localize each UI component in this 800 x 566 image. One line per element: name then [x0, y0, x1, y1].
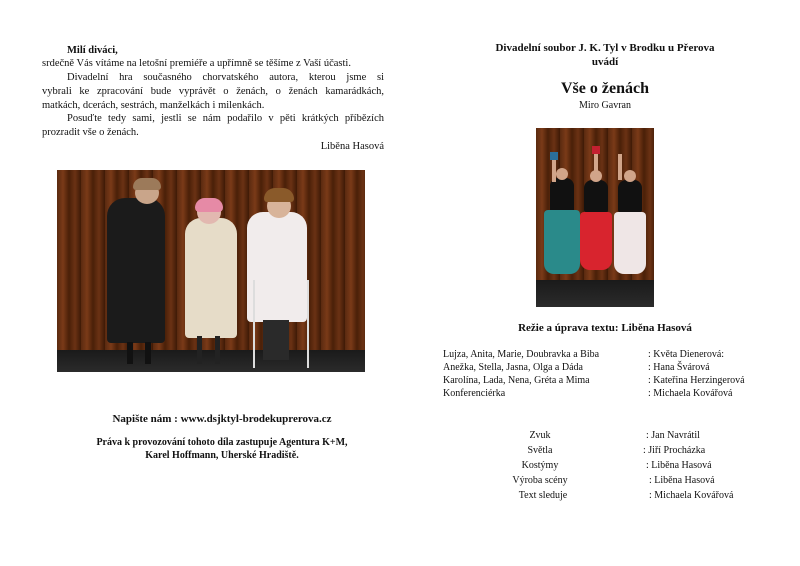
author: Miro Gavran	[579, 100, 631, 111]
signature: Liběna Hasová	[320, 141, 384, 152]
presents: uvádí	[591, 56, 619, 68]
cast-row	[443, 387, 783, 400]
cast-row	[443, 348, 783, 361]
crew-person: : Jan Navrátil	[646, 430, 700, 441]
cast-role: Konferenciérka	[443, 388, 506, 399]
crew-person: : Liběna Hasová	[649, 475, 715, 486]
rights-line-2: Karel Hoffmann, Uherské Hradiště.	[145, 450, 299, 461]
crew-row	[500, 473, 790, 488]
crew-row	[500, 488, 790, 503]
cast-row	[443, 361, 783, 374]
crew-person: : Michaela Kovářová	[649, 490, 734, 501]
judge-line-2: prozradit vše o ženách.	[42, 127, 139, 138]
crew-role: Zvuk	[529, 430, 551, 441]
crew-role: Světla	[527, 445, 553, 456]
crew-role: Kostýmy	[521, 460, 559, 471]
crew-role: Text sleduje	[518, 490, 568, 501]
cast-list	[443, 348, 783, 400]
play-title: Vše o ženách	[561, 80, 649, 97]
judge-line-1: Posuďte tedy sami, jestli se nám podařilo v pěti krátkých příbězích	[67, 113, 384, 124]
play-line-3: matkách, dcerách, sestrách, manželkách i milenkách.	[42, 100, 265, 111]
cast-actor: : Hana Švárová	[648, 362, 710, 373]
cast-actor: : Kateřina Herzingerová	[648, 375, 745, 386]
greeting: Milí diváci,	[67, 45, 118, 56]
rights-line-1: Práva k provozování tohoto díla zastupuje Agentura K+M,	[96, 437, 348, 448]
crew-role: Výroba scény	[512, 475, 568, 486]
contact-website: Napište nám : www.dsjktyl-brodekuprerova.cz	[112, 413, 332, 425]
cast-role: Lujza, Anita, Marie, Doubravka a Biba	[443, 349, 600, 360]
stage-photo-three-women	[57, 170, 365, 372]
crew-row	[500, 428, 790, 443]
troupe-name: Divadelní soubor J. K. Tyl v Brodku u Přerova	[495, 42, 715, 54]
cast-role: Anežka, Stella, Jasna, Olga a Dáda	[443, 362, 583, 373]
crew-person: : Jiří Procházka	[643, 445, 706, 456]
direction-credit: Režie a úprava textu: Liběna Hasová	[518, 322, 692, 334]
play-line-1: Divadelní hra současného chorvatského autora, kterou jsme si	[67, 72, 384, 83]
cast-row	[443, 374, 783, 387]
stage-photo-three-dancers	[536, 128, 654, 307]
cast-actor: : Květa Dienerová:	[648, 349, 725, 360]
crew-row	[500, 443, 790, 458]
welcome-line: srdečně Vás vítáme na letošní premiéře a upřímně se těšíme z Vaší účasti.	[42, 58, 351, 69]
crew-person: : Liběna Hasová	[646, 460, 712, 471]
cast-actor: : Michaela Kovářová	[648, 388, 733, 399]
play-line-2: vybrali ke zpracování bude vyprávět o ženách, o ženách kamarádkách,	[42, 86, 384, 97]
crew-row	[500, 458, 790, 473]
crew-list	[500, 428, 790, 503]
cast-role: Karolína, Lada, Nena, Gréta a Mima	[443, 375, 590, 386]
